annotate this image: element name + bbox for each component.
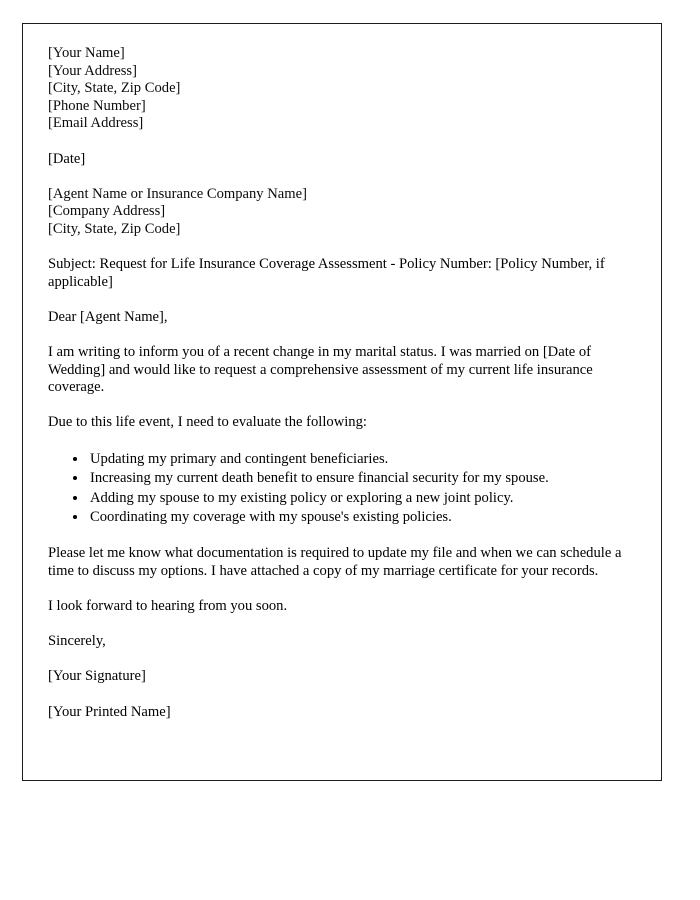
list-item: • Increasing my current death benefit to ensure financial security for my spouse. [88,469,632,489]
bullet-list-intro: Due to this life event, I need to evaluate the following: [48,414,367,431]
letter-content [48,45,632,721]
closing-salutation: Sincerely, [48,633,106,650]
sender-email-line: [Email Address] [48,115,144,132]
list-item: • Coordinating my coverage with my spouse's existing policies. [88,508,632,528]
sender-street-line: [Your Address] [48,62,137,79]
salutation: Dear [Agent Name], [48,308,168,325]
sender-phone-line: [Phone Number] [48,97,146,114]
recipient-city-state-zip-line: [City, State, Zip Code] [48,220,181,237]
date-line: [Date] [48,150,86,167]
body-paragraph-2: Please let me know what documentation is required to update my file and when we can schedule a time to discuss my options. I have attached a copy of my marriage certificate for your records. [48,545,622,579]
subject-line: Subject: Request for Life Insurance Coverage Assessment - Policy Number: [Policy Number, if applicable] [48,256,605,290]
document-page-border [22,23,662,781]
sender-address-block [48,45,632,133]
list-item: • Adding my spouse to my existing policy or exploring a new joint policy. [88,489,632,509]
sender-name-line: [Your Name] [48,45,125,61]
body-paragraph-1: I am writing to inform you of a recent change in my marital status. I was married on [Date of Wedding] and would like to request a comprehensive assessment of my current life insurance coverage. [48,344,593,396]
sender-city-state-zip-line: [City, State, Zip Code] [48,80,181,97]
evaluation-bullet-list [48,450,632,528]
printed-name-placeholder: [Your Printed Name] [48,703,171,720]
recipient-address-block [48,186,632,239]
recipient-name-line: [Agent Name or Insurance Company Name] [48,185,307,202]
list-item: • Updating my primary and contingent beneficiaries. [88,450,632,470]
body-paragraph-3: I look forward to hearing from you soon. [48,598,288,615]
recipient-company-address-line: [Company Address] [48,203,166,220]
signature-placeholder: [Your Signature] [48,668,146,685]
